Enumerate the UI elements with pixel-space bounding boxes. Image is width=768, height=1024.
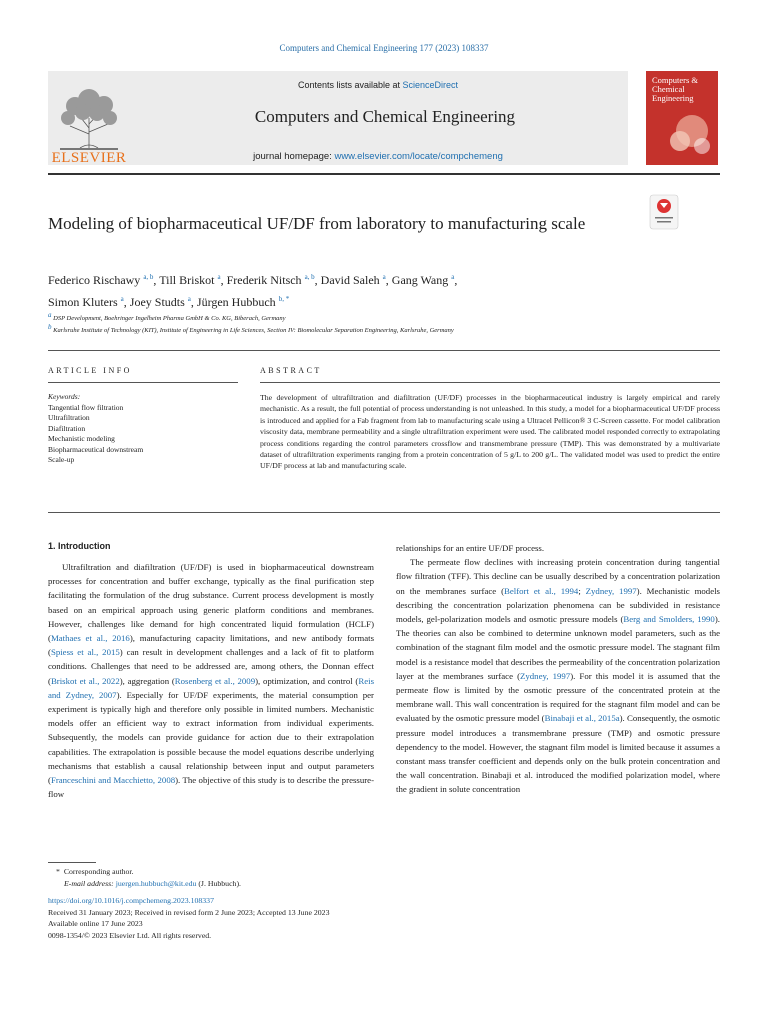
article-title: Modeling of biopharmaceutical UF/DF from laboratory to manufacturing scale	[48, 214, 586, 233]
author[interactable]: Till Briskot	[159, 273, 215, 287]
article-info-heading: ARTICLE INFO	[48, 366, 132, 375]
author-affiliation-sup[interactable]: a, b	[304, 273, 315, 281]
citation-link[interactable]: Belfort et al., 1994	[504, 585, 579, 596]
keyword[interactable]: Diafiltration	[48, 423, 86, 433]
author[interactable]: Gang Wang	[391, 273, 449, 287]
keyword[interactable]: Tangential flow filtration	[48, 402, 124, 412]
publisher-wordmark: ELSEVIER	[51, 150, 127, 166]
author-line-2: Simon Kluters $^a$, Joey Studts $^a$, Jürgen Hubbuch $^{b, *}$	[48, 295, 290, 309]
keyword[interactable]: Ultrafiltration	[48, 413, 90, 422]
citation-link[interactable]: Zydney, 1997	[585, 585, 637, 596]
author-line-1: Federico Rischawy $^{a, b}$, Till Briskot $^a$, Frederik Nitsch $^{a, b}$, David Saleh $^a$, Gang Wang $^a$,	[48, 273, 458, 287]
author-affiliation-sup[interactable]: a	[451, 273, 455, 281]
keywords-block	[48, 392, 238, 466]
journal-homepage-link[interactable]: www.elsevier.com/locate/compchemeng	[334, 151, 503, 162]
body-text: ). Mechanistic models describing the concentration polarization phenomena can be subdivided in resistance models, gel-polarization models and osmotic pressure models (	[396, 585, 720, 625]
abstract-heading: ABSTRACT	[260, 366, 322, 375]
body-text: ). For this model it is assumed that the permeate flow is limited by the osmotic pressure of the concentrated protein at the membrane wall. This wall concentration is required for the stagnant film model and can be evaluated by the osmotic pressure model (	[396, 670, 720, 724]
citation-link[interactable]: Berg and Smolders, 1990	[623, 614, 715, 625]
affiliation-label: b	[48, 323, 52, 331]
corresponding-label: Corresponding author.	[63, 867, 134, 876]
body-text: relationships for an entire UF/DF process.	[396, 543, 545, 553]
author[interactable]: Federico Rischawy	[48, 273, 141, 287]
body-text: Ultrafiltration and diafiltration (UF/DF) is used in biopharmaceutical downstream processes for concentration and buffer exchange, typically as the final purification step facilitating the formulation of the drug substance. Current process development is mostly based on an empirical approach using generic platform conditions and membranes. However, challenges like demand for high concentrated liquid formulation (HCLF) (	[48, 562, 374, 644]
corresponding-note	[48, 866, 728, 878]
body-text: ). The theories can also be combined to determine unknown model parameters, such as the combination of the stagnant film model and the osmotic pressure model. The stagnant film model is a resistance model that describes the permeability of the concentration polarization layer at the membranes surface (	[396, 614, 720, 681]
citation-link[interactable]: Reis and Zydney, 2007	[48, 675, 374, 700]
author-affiliation-sup[interactable]: a	[120, 295, 124, 303]
body-text: ), optimization, and control (	[255, 675, 359, 686]
body-text: ) can result in development challenges and a lack of fit to platform conditions. Challenges that need to be addressed are, among others, the Donnan effect (	[48, 647, 374, 686]
affiliation-text: Karlsruhe Institute of Technology (KIT), Institute of Engineering in Life Sciences, Section IV: Biomolecular Separation Engineering, Karlsruhe, Germany	[53, 327, 454, 335]
citation-link[interactable]: Zydney, 1997	[520, 670, 571, 681]
header-divider	[48, 173, 720, 175]
author-affiliation-sup[interactable]: b, *	[278, 295, 290, 303]
abstract-bottom-rule	[48, 512, 720, 513]
author-affiliation-sup[interactable]: a, b	[143, 273, 154, 281]
body-text: ), manufacturing capacity limitations, and new antibody formats (	[48, 633, 374, 658]
author[interactable]: Jürgen Hubbuch	[196, 295, 276, 309]
author-list	[48, 268, 668, 312]
author[interactable]: Frederik Nitsch	[226, 273, 302, 287]
keyword[interactable]: Biopharmaceutical downstream	[48, 444, 144, 454]
citation-link[interactable]: Rosenberg et al., 2009	[174, 675, 256, 686]
affiliation-text: DSP Development, Boehringer Ingelheim Pharma GmbH & Co. KG, Biberach, Germany	[53, 315, 286, 323]
contents-line	[128, 80, 628, 90]
homepage-prefix: journal homepage:	[253, 151, 335, 162]
footnote-rule	[48, 862, 96, 863]
body-text: ;	[578, 585, 586, 596]
body-text: ). The objective of this study is to describe the pressure-flow	[48, 775, 374, 800]
affiliation-b	[48, 323, 728, 334]
author[interactable]: Joey Studts	[129, 295, 185, 309]
sciencedirect-link[interactable]: ScienceDirect	[402, 80, 459, 90]
introduction-right-column	[396, 541, 720, 797]
journal-citation[interactable]: Computers and Chemical Engineering 177 (2023) 108337	[279, 43, 489, 53]
journal-title: Computers and Chemical Engineering	[254, 107, 516, 126]
author[interactable]: Simon Kluters	[48, 295, 118, 309]
email-suffix: (J. Hubbuch).	[198, 878, 241, 888]
homepage-line	[128, 151, 628, 162]
introduction-heading: 1. Introduction	[48, 541, 111, 551]
author-affiliation-sup[interactable]: a	[382, 273, 386, 281]
abstract-text: The development of ultrafiltration and diafiltration (UF/DF) processes in the biopharmaceutical industry is largely empirical and rarely mechanistic. As a result, the full potential of process understanding is not unleashed. In this study, a model for a biopharmaceutical UF/DF process is introduced and applied for a Fab fragment from lab to manufacturing scale using a Ultracel Pellicon® 3 C-Screen cassette. For model calibration viscosity data, membrane permeability and a single ultrafiltration experiment were used. The calibrated model responded correctly to extrapolating process conditions regarding the control parameters crossflow and transmembrane pressure (TMP). This was demonstrated by a multivariate dataset of ultrafiltration experiments ranging from a protein concentration of 5 g/L to 200 g/L. The validated model was used to predict the entire UF/DF process at lab and manufacturing scale.	[260, 393, 720, 471]
email-note	[48, 878, 728, 890]
received-dates: Received 31 January 2023; Received in revised form 2 June 2023; Accepted 13 June 2023	[48, 907, 330, 917]
citation-link[interactable]: Binabaji et al., 2015a	[544, 713, 620, 724]
paragraph	[396, 555, 720, 796]
citation-link[interactable]: Franceschini and Macchietto, 2008	[50, 775, 176, 786]
keywords-label: Keywords:	[48, 392, 81, 401]
abstract-rule	[260, 382, 720, 383]
body-text: ). Consequently, the osmotic pressure model introduces a transmembrane pressure (TMP) and osmotic pressure dependency to the model. However, the stagnant film model is limited because it assumes a constant mass transfer coefficient and depends only on the bulk protein concentration and the wall concentration. Binabaji et al. introduced the modified polarization model, where the gradient in solute concentration	[396, 713, 720, 795]
citation-link[interactable]: Spiess et al., 2015	[50, 647, 120, 658]
available-date: Available online 17 June 2023	[48, 919, 143, 928]
article-info-rule	[48, 382, 238, 383]
body-text: The permeate flow declines with increasing protein concentration during tangential flow filtration (TFF). This decline can be usually described by a concentration polarization on the membranes surface (	[396, 557, 720, 596]
affiliation-label: a	[48, 311, 52, 319]
footnotes	[48, 866, 728, 941]
email-link[interactable]: juergen.hubbuch@kit.edu	[115, 878, 197, 888]
keyword[interactable]: Scale-up	[48, 455, 75, 464]
citation-link[interactable]: Mathaes et al., 2016	[50, 633, 130, 644]
copyright: 0098-1354/© 2023 Elsevier Ltd. All rights reserved.	[48, 930, 212, 940]
check-for-updates-badge[interactable]	[646, 194, 682, 230]
contents-prefix: Contents lists available at	[297, 80, 403, 90]
cover-title: Computers & Chemical Engineering	[652, 75, 699, 103]
email-label: E-mail address:	[64, 878, 114, 888]
introduction-left-column	[48, 560, 374, 801]
author-affiliation-sup[interactable]: a	[187, 295, 191, 303]
body-text: ), aggregation (	[119, 675, 175, 686]
affiliation-a	[48, 311, 728, 322]
author-affiliation-sup[interactable]: a	[217, 273, 221, 281]
author[interactable]: David Saleh	[320, 273, 380, 287]
body-text: ). Especially for UF/DF experiments, the material consumption per experiment is typically high and therefore only possible in limited numbers. Mechanistic models offer an efficient way to extract information from individual experiments. Subsequently, the models can provide guidance for action due to their extrapolation capabilities. The extrapolation is possible because the model equations describe underlying mechanisms that establish a causal relationship between input and output parameters (	[48, 689, 374, 786]
citation-link[interactable]: Briskot et al., 2022	[50, 675, 120, 686]
doi-link[interactable]: https://doi.org/10.1016/j.compchemeng.2023.108337	[48, 896, 214, 905]
section-divider	[48, 350, 720, 351]
keyword[interactable]: Mechanistic modeling	[48, 434, 115, 443]
footnote-star: *	[56, 867, 60, 876]
